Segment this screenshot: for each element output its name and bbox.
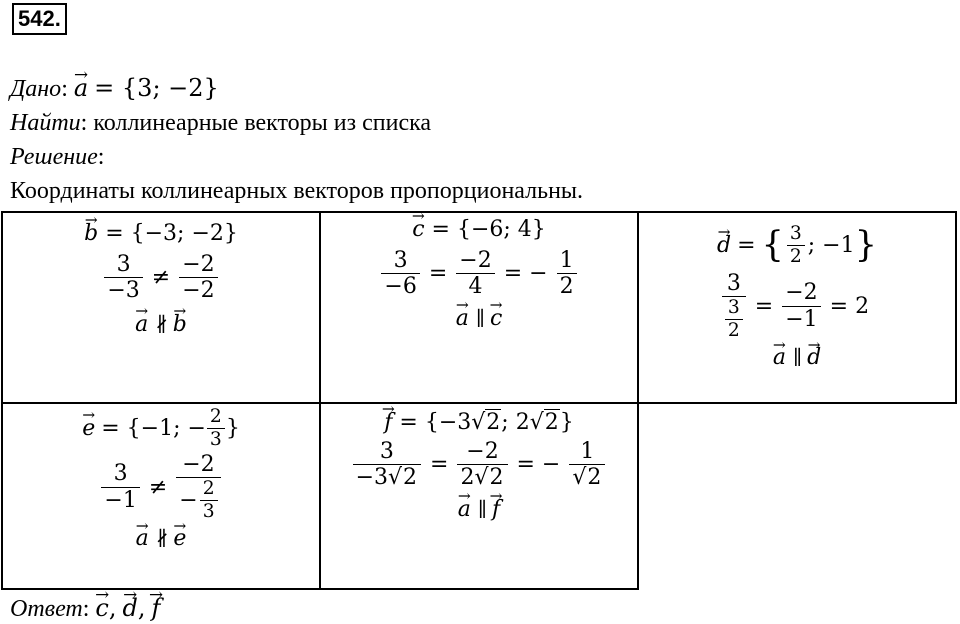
concl-a-f: → a (458, 497, 471, 522)
solution-colon: : (97, 144, 105, 170)
d-den2: −1 (785, 306, 818, 332)
answer-vector-f: → f (152, 594, 161, 622)
answer-colon: : (82, 596, 90, 622)
find-line (10, 110, 431, 137)
e-coords-start: = {−1; − (101, 415, 206, 441)
e-den2-prefix: − (179, 487, 198, 513)
f-coords-line (321, 410, 637, 435)
vector-e: → e (82, 416, 95, 441)
f-den1-pre: −3√ (355, 465, 403, 491)
b-coords-line (3, 221, 319, 246)
d-eq: = (737, 232, 756, 258)
c-conclusion (321, 306, 637, 331)
e-c-end: } (225, 415, 240, 441)
answer-vector-c: → c (95, 594, 108, 622)
answer-sep2: , (137, 594, 146, 622)
d-c-rest: ; −1 (807, 232, 855, 258)
c-den3: 2 (559, 274, 574, 300)
cell-d (638, 212, 956, 403)
b-num1: 3 (104, 252, 142, 278)
solution-label: Решение (10, 144, 98, 170)
e-c-den: 3 (209, 428, 222, 450)
f-eq2: = − (516, 452, 561, 478)
task-number: 542. (12, 3, 67, 35)
vector-f: → f (384, 410, 392, 435)
vector-d: → d (717, 233, 731, 258)
solution-line (10, 144, 104, 171)
vector-a: → a (74, 74, 88, 102)
f-coords-start: = {−3√ (399, 410, 486, 435)
concl-vector-b: → b (173, 312, 187, 337)
answer-vector-d: → d (123, 594, 138, 622)
c-eq2: = − (503, 261, 548, 287)
concl-vector-c: → c (490, 306, 502, 331)
find-text: : коллинеарные векторы из списка (80, 110, 432, 136)
cell-c (320, 212, 638, 403)
d-num2: −2 (782, 280, 820, 306)
b-den2: −2 (182, 278, 215, 304)
given-label: Дано (10, 76, 62, 102)
f-den3-pre: √ (572, 465, 587, 491)
f-c-r1: 2 (486, 410, 501, 435)
answer-sep1: , (108, 594, 117, 622)
d-conclusion (639, 345, 955, 370)
d-ratio (639, 271, 955, 341)
e-ratio (3, 452, 319, 522)
e-conclusion (3, 526, 319, 551)
f-c-end: } (559, 410, 574, 435)
e-coords-line (3, 406, 319, 450)
f-num3: 1 (569, 439, 605, 465)
parallel-symbol: ∥ (475, 306, 483, 330)
e-num1: 3 (101, 461, 139, 487)
given-line: Дано: → a = {3; −2} (10, 74, 219, 103)
parallel-symbol: ∥ (792, 346, 801, 370)
f-conclusion (321, 497, 637, 522)
c-den2: 4 (468, 274, 483, 300)
d-eq1: = (754, 293, 774, 319)
d-den1-num: 3 (725, 297, 743, 320)
concl-vector-e: → e (173, 526, 186, 551)
d-eq2: = 2 (829, 293, 870, 319)
f-den3-r: 2 (587, 465, 602, 491)
not-parallel-symbol: ∦ (155, 312, 166, 336)
find-label: Найти (10, 110, 81, 136)
d-num1: 3 (722, 271, 746, 297)
solution-table (1, 211, 957, 590)
statement: Координаты коллинеарных векторов пропорциональны. (10, 178, 584, 204)
cell-empty (638, 403, 956, 589)
c-num3: 1 (557, 248, 577, 274)
concl-a-d: → a (773, 345, 786, 370)
f-num2: −2 (457, 439, 507, 465)
f-c-r2: 2 (544, 410, 559, 435)
answer-label: Ответ (10, 596, 83, 622)
c-den1: −6 (384, 274, 417, 300)
vector-b: → b (84, 221, 98, 246)
e-c-num: 2 (207, 406, 225, 429)
f-eq1: = (430, 452, 449, 478)
answer-line (10, 594, 160, 623)
concl-a-c: → a (456, 306, 469, 331)
c-num1: 3 (381, 248, 419, 274)
concl-a-e: → a (136, 526, 149, 551)
f-c-mid: ; 2√ (501, 410, 544, 435)
f-ratio (321, 439, 637, 491)
vector-c: → c (412, 217, 424, 242)
b-num2: −2 (179, 252, 217, 278)
c-num2: −2 (456, 248, 494, 274)
cell-b (2, 212, 320, 403)
given-value: = {3; −2} (94, 74, 219, 102)
d-c-num: 3 (787, 223, 805, 246)
e-den1: −1 (104, 487, 137, 513)
parallel-symbol: ∥ (477, 497, 486, 521)
f-den2-r: 2 (489, 465, 504, 491)
e-num2: −2 (176, 452, 220, 478)
d-c-den: 2 (789, 245, 802, 267)
concl-vector-f: → f (492, 497, 500, 522)
b-coords: = {−3; −2} (105, 221, 238, 246)
d-den1-den: 2 (727, 319, 740, 341)
d-coords-line: → d = { $\frac{3}{2}$ ; −1 } (639, 223, 955, 267)
not-parallel-symbol: ∦ (155, 527, 167, 551)
e-den2-den: 3 (202, 500, 215, 522)
e-den2-num: 2 (200, 478, 218, 501)
f-den2-pre: 2√ (460, 465, 489, 491)
c-coords: = {−6; 4} (431, 217, 546, 242)
concl-vector-d: → d (807, 345, 821, 370)
c-ratio (321, 248, 637, 300)
b-conclusion (3, 312, 319, 337)
c-eq1: = (428, 261, 448, 287)
b-den1: −3 (107, 278, 140, 304)
concl-a-b: → a (135, 312, 148, 337)
f-den1-r: 2 (403, 465, 418, 491)
cell-f (320, 403, 638, 589)
b-ratio (3, 252, 319, 304)
b-rel: ≠ (151, 265, 171, 291)
e-rel: ≠ (148, 474, 168, 500)
c-coords-line (321, 217, 637, 242)
f-num1: 3 (353, 439, 421, 465)
cell-e (2, 403, 320, 589)
